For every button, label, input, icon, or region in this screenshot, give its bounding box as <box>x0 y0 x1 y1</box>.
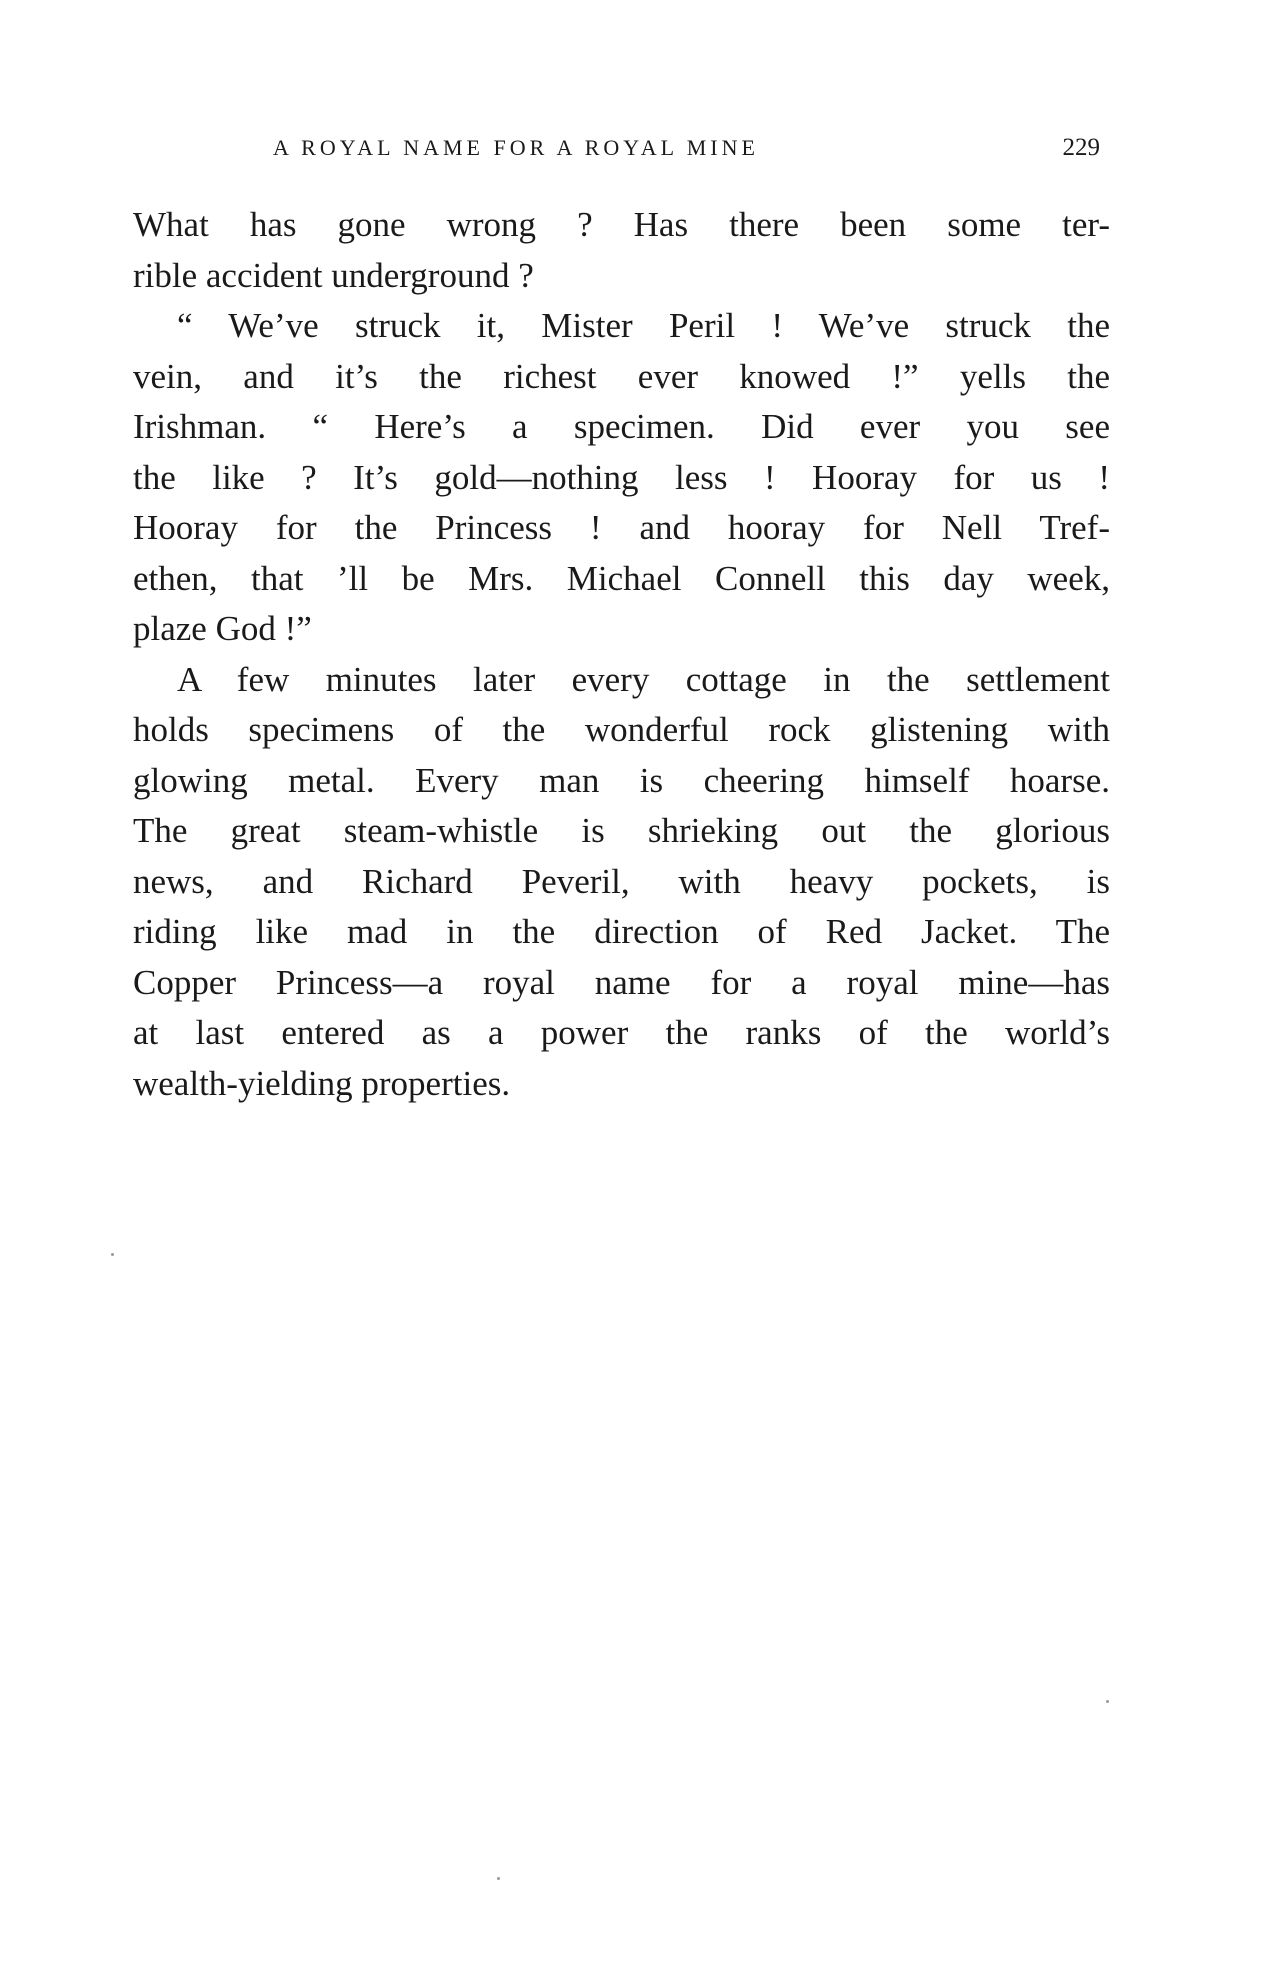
body-text <box>133 200 1110 1109</box>
running-head <box>133 128 1110 168</box>
text-line: plaze God !” <box>133 609 312 648</box>
text-line: What has gone wrong ? Has there been some ter- <box>133 205 1110 244</box>
text-line: the like ? It’s gold—nothing less ! Hooray for us ! <box>133 457 1110 497</box>
text-line: A few minutes later every cottage in the settlement <box>177 659 1110 699</box>
text-line: vein, and it’s the richest ever knowed !” yells the <box>133 356 1110 396</box>
text-line: riding like mad in the direction of Red Jacket. The <box>133 912 1110 951</box>
text-line: holds specimens of the wonderful rock glistening with <box>133 710 1110 749</box>
text-line: at last entered as a power the ranks of the world’s <box>133 1013 1110 1052</box>
text-line: Irishman. “ Here’s a specimen. Did ever you see <box>133 407 1110 446</box>
text-line: Copper Princess—a royal name for a royal mine—has <box>133 962 1110 1002</box>
text-line: Hooray for the Princess ! and hooray for Nell Tref- <box>133 508 1110 547</box>
paper-speck <box>111 1253 114 1256</box>
text-line: ethen, that ’ll be Mrs. Michael Connell this day week, <box>133 558 1110 598</box>
paper-speck <box>1106 1700 1109 1703</box>
text-line: wealth-yielding properties. <box>133 1063 511 1103</box>
text-line: The great steam-whistle is shrieking out the glorious <box>133 811 1110 850</box>
text-line: rible accident underground ? <box>133 255 534 295</box>
page-number: 229 <box>1062 134 1100 161</box>
text-line: “ We’ve struck it, Mister Peril ! We’ve struck the <box>177 306 1110 345</box>
paper-speck <box>497 1877 500 1880</box>
text-line: news, and Richard Peveril, with heavy pockets, is <box>133 861 1110 901</box>
text-line: glowing metal. Every man is cheering himself hoarse. <box>133 760 1110 800</box>
running-head-title: A ROYAL NAME FOR A ROYAL MINE <box>273 135 759 160</box>
